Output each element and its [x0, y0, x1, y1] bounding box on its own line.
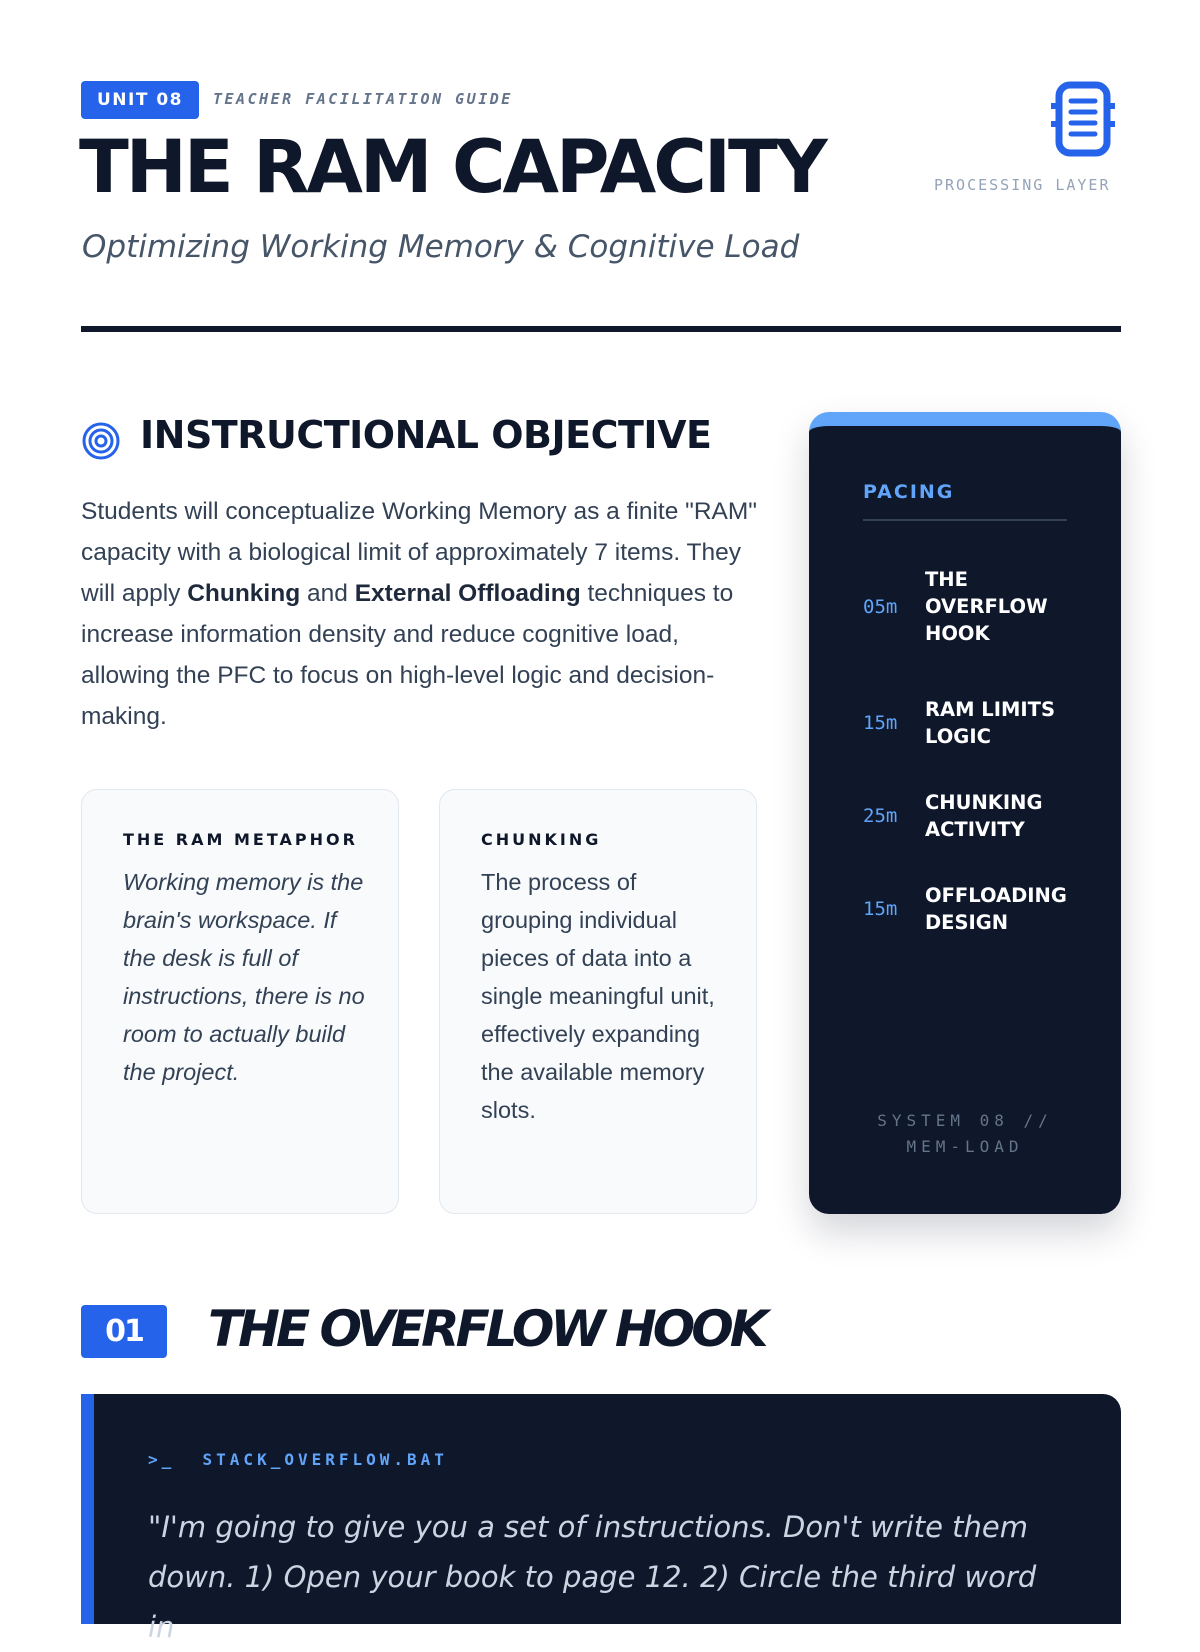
pacing-footer-line-2: MEM-LOAD: [906, 1137, 1024, 1156]
definition-title: CHUNKING: [481, 830, 602, 849]
pacing-label: OFFLOADING DESIGN: [925, 884, 1067, 934]
objective-bold-chunking: Chunking: [187, 580, 301, 607]
definition-card-ram-metaphor: [81, 789, 399, 1214]
page-subtitle: Optimizing Working Memory & Cognitive Load: [82, 229, 800, 265]
objective-text-2: and: [300, 580, 355, 607]
definition-text: Working memory is the brain's workspace. If the desk is full of instructions, there is no room to actually build the project.: [123, 869, 365, 1085]
objective-heading: INSTRUCTIONAL OBJECTIVE: [140, 413, 712, 457]
pacing-item: [863, 882, 1093, 936]
pacing-label: THE OVERFLOW HOOK: [925, 568, 1048, 645]
pacing-time: 25m: [863, 805, 898, 827]
definition-text: The process of grouping individual pieces of data into a single meaningful unit, effectively expanding the available memory slots.: [481, 869, 715, 1123]
page-title: THE RAM CAPACITY: [79, 125, 825, 210]
terminal-prompt-icon: >_: [148, 1450, 176, 1469]
section-number-badge: 01: [81, 1305, 167, 1358]
terminal-quote: "I'm going to give you a set of instructions. Don't write them down. 1) Open your book to page 12. 2) Circle the third word in: [148, 1510, 1037, 1644]
pacing-divider: [863, 519, 1067, 521]
header-divider: [81, 326, 1121, 332]
objective-bold-offloading: External Offloading: [354, 580, 581, 607]
pacing-item: [863, 789, 1093, 843]
terminal-filename: STACK_OVERFLOW.BAT: [202, 1450, 448, 1469]
terminal-header: [148, 1450, 448, 1469]
objective-text-1: Students will conceptualize Working Memory as a finite "RAM" capacity with a biological limit of approximately 7 items. They will apply: [81, 498, 757, 607]
objective-body: [81, 491, 771, 737]
pacing-panel: [809, 412, 1121, 1214]
pacing-label: CHUNKING ACTIVITY: [925, 791, 1043, 841]
definition-card-chunking: [439, 789, 757, 1214]
guide-label: TEACHER FACILITATION GUIDE: [213, 90, 513, 108]
pacing-time: 15m: [863, 898, 898, 920]
pacing-title: PACING: [863, 481, 955, 503]
memory-chip-icon: [1051, 81, 1115, 157]
section-title: THE OVERFLOW HOOK: [208, 1300, 765, 1358]
pacing-item: [863, 566, 1093, 647]
terminal-block: [81, 1394, 1121, 1644]
target-icon: [81, 421, 121, 461]
definition-title: THE RAM METAPHOR: [123, 830, 358, 849]
layer-label: PROCESSING LAYER: [934, 176, 1111, 194]
objective-text-3: techniques to increase information density and reduce cognitive load, allowing the PFC to focus on high-level logic and decision-making.: [81, 580, 734, 730]
pacing-label: RAM LIMITS LOGIC: [925, 698, 1055, 748]
unit-badge: UNIT 08: [81, 81, 199, 119]
pacing-time: 05m: [863, 595, 898, 618]
pacing-footer-line-1: SYSTEM 08 //: [877, 1111, 1053, 1130]
pacing-footer: [809, 1108, 1121, 1160]
pacing-item: [863, 696, 1093, 750]
pacing-time: 15m: [863, 712, 898, 734]
